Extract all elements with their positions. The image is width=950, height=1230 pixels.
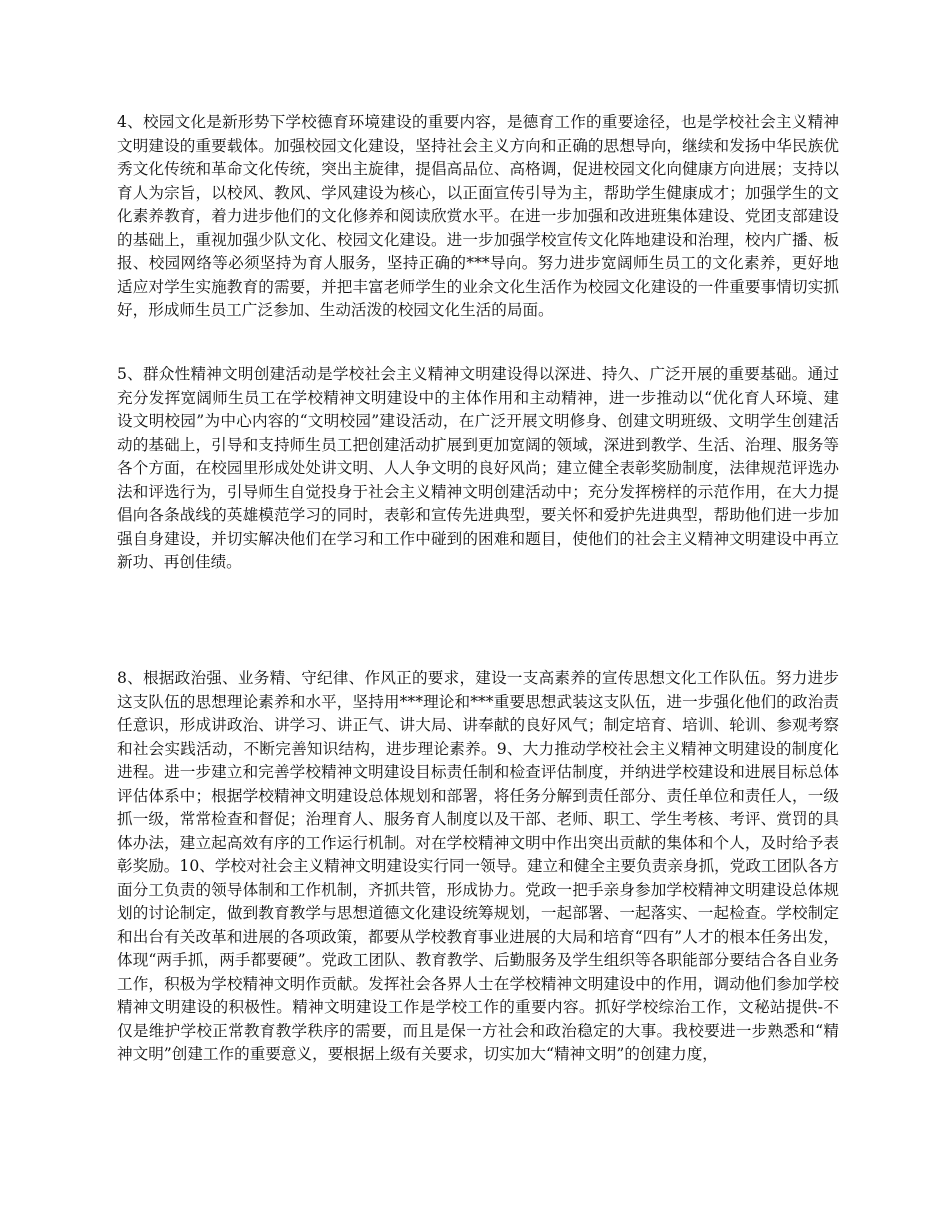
paragraph-campus-culture: 4、校园文化是新形势下学校德育环境建设的重要内容，是德育工作的重要途径，也是学校社会主义精神文明建设的重要载体。加强校园文化建设，坚持社会主义方向和正确的思想导向，继续和发扬中华民族优秀文化传统和革命文化传统，突出主旋律，提倡高品位、高格调，促进校园文化向健康方向进展；支持以育人为宗旨，以校风、教风、学风建设为核心，以正面宣传引导为主，帮助学生健康成才；加强学生的文化素养教育，着力进步他们的文化修养和阅读欣赏水平。在进一步加强和改进班集体建设、党团支部建设的基础上，重视加强少队文化、校园文化建设。进一步加强学校宣传文化阵地建设和治理，校内广播、板报、校园网络等必须坚持为育人服务，坚持正确的***导向。努力进步宽阔师生员工的文化素养，更好地适应对学生实施教育的需要，并把丰富老师学生的业余文化生活作为校园文化建设的一件重要事情切实抓好，形成师生员工广泛参加、生动活泼的校园文化生活的局面。 [117, 113, 839, 319]
paragraph-mass-civilization-activities: 5、群众性精神文明创建活动是学校社会主义精神文明建设得以深进、持久、广泛开展的重要基础。通过充分发挥宽阔师生员工在学校精神文明建设中的主体作用和主动精神，进一步推动以“优化育人环境、建设文明校园”为中心内容的“文明校园”建设活动，在广泛开展文明修身、创建文明班级、文明学生创建活动的基础上，引导和支持师生员工把创建活动扩展到更加宽阔的领域，深进到教学、生活、治理、服务等各个方面，在校园里形成处处讲文明、人人争文明的良好风尚；建立健全表彰奖励制度，法律规范评选办法和评选行为，引导师生自觉投身于社会主义精神文明创建活动中；充分发挥榜样的示范作用，在大力提倡向各条战线的英雄模范学习的同时，表彰和宣传先进典型，要关怀和爱护先进典型，帮助他们进一步加强自身建设，并切实解决他们在学习和工作中碰到的困难和题目，使他们的社会主义精神文明建设中再立新功、再创佳绩。 [117, 365, 839, 571]
paragraph-team-building-and-institutions: 8、根据政治强、业务精、守纪律、作风正的要求，建设一支高素养的宣传思想文化工作队伍。努力进步这支队伍的思想理论素养和水平，坚持用***理论和***重要思想武装这支队伍，进一步强化他们的政治责任意识，形成讲政治、讲学习、讲正气、讲大局、讲奉献的良好风气；制定培育、培训、轮训、参观考察和社会实践活动，不断完善知识结构，进步理论素养。9、大力推动学校社会主义精神文明建设的制度化进程。进一步建立和完善学校精神文明建设目标责任制和检查评估制度，并纳进学校建设和进展目标总体评估体系中；根据学校精神文明建设总体规划和部署，将任务分解到责任部分、责任单位和责任人，一级抓一级，常常检查和督促；治理育人、服务育人制度以及干部、老师、职工、学生考核、考评、赏罚的具体办法，建立起高效有序的工作运行机制。对在学校精神文明中作出突出贡献的集体和个人，及时给予表彰奖励。10、学校对社会主义精神文明建设实行同一领导。建立和健全主要负责亲身抓，党政工团队各方面分工负责的领导体制和工作机制，齐抓共管，形成协力。党政一把手亲身参加学校精神文明建设总体规划的讨论制定，做到教育教学与思想道德文化建设统筹规划，一起部署、一起落实、一起检查。学校制定和出台有关改革和进展的各项政策，都要从学校教育事业进展的大局和培育“四有”人才的根本任务出发，体现“两手抓，两手都要硬”。党政工团队、教育教学、后勤服务及学生组织等各职能部分要结合各自业务工作，积极为学校精神文明作贡献。发挥社会各界人士在学校精神文明建设中的作用，调动他们参加学校精神文明建设的积极性。精神文明建设工作是学校工作的重要内容。抓好学校综治工作，文秘站提供-不仅是维护学校正常教育教学秩序的需要，而且是保一方社会和政治稳定的大事。我校要进一步熟悉和“精神文明”创建工作的重要意义，要根据上级有关要求，切实加大“精神文明”的创建力度， [117, 669, 839, 1063]
